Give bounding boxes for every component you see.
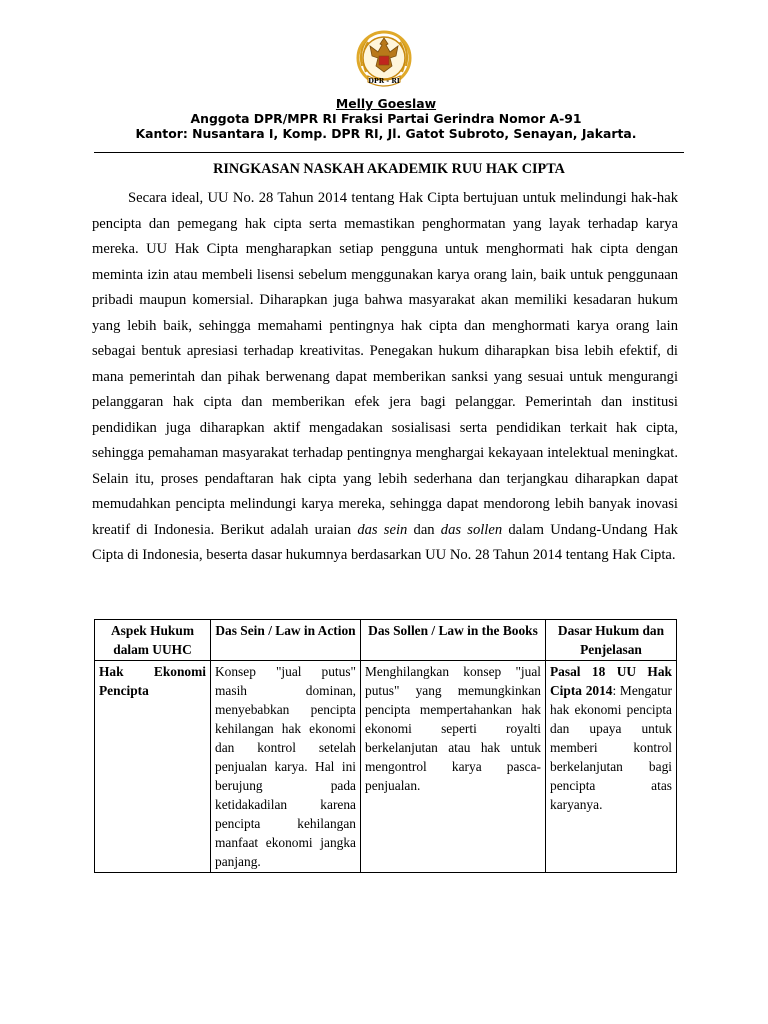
dpr-ri-emblem-icon [352,26,416,96]
letterhead [90,96,682,141]
cell-sollen: Menghilangkan konsep "jual putus" yang memungkinkan pencipta mempertahankan hak ekonomi seperti royalti berkelanjutan atau hak untuk mengontrol karya pasca-penjualan. [361,661,546,873]
cell-sein: Konsep "jual putus" masih dominan, menyebabkan pencipta kehilangan hak ekonomi dan kontrol setelah penjualan karya. Hal ini berujung pada ketidakadilan karena pencipta kehilangan manfaat ekonomi jangka panjang. [211,661,361,873]
table-row [95,661,677,873]
cell-basis [546,661,677,873]
logo-text: DPR - RI [368,77,400,85]
header-dasar-hukum: Dasar Hukum dan Penjelasan [546,620,677,661]
term-das-sollen: das sollen [440,521,503,538]
header-das-sollen: Das Sollen / Law in the Books [361,620,546,661]
term-das-sein: das sein [357,521,408,538]
paragraph-text-2: dalam Undang-Undang Hak Cipta di Indonesia, beserta dasar hukumnya berdasarkan UU No. 28 Tahun 2014 tentang Hak Cipta. [92,521,678,563]
basis-reference: Pasal 18 UU Hak Cipta 2014 [550,664,672,698]
conjunction: dan [413,521,435,538]
member-name: Melly Goeslaw [335,96,437,111]
basis-explanation: : Mengatur hak ekonomi pencipta dan upaya untuk memberi kontrol berkelanjutan bagi pencipta atas karyanya. [550,683,672,812]
cell-aspect: Hak Ekonomi Pencipta [95,661,211,873]
member-position: Anggota DPR/MPR RI Fraksi Partai Gerindra Nomor A-91 [190,111,582,126]
table-header-row [95,620,677,661]
body-paragraph [92,186,678,569]
header-das-sein: Das Sein / Law in Action [211,620,361,661]
analysis-table [94,619,677,873]
header-divider [94,152,684,153]
document-title: RINGKASAN NASKAH AKADEMIK RUU HAK CIPTA [213,161,565,177]
office-address: Kantor: Nusantara I, Komp. DPR RI, Jl. Gatot Subroto, Senayan, Jakarta. [135,126,637,141]
header-aspek-hukum: Aspek Hukum dalam UUHC [95,620,211,661]
paragraph-text-1: Secara ideal, UU No. 28 Tahun 2014 tentang Hak Cipta bertujuan untuk melindungi hak-hak pencipta dan pemegang hak cipta serta memastikan penghormatan yang layak terhadap karya mereka. UU Hak Cipta mengharapkan setiap pengguna untuk menghormati hak cipta dengan meminta izin atau membeli lisensi sebelum menggunakan karya orang lain, baik untuk penggunaan pribadi maupun komersial. Diharapkan juga bahwa masyarakat akan memiliki kesadaran hukum yang lebih baik, sehingga memahami pentingnya hak cipta dan menghormati karya orang lain sebagai bentuk apresiasi terhadap kreativitas. Penegakan hukum diharapkan bisa lebih efektif, di mana pemerintah dan pihak berwenang dapat memberikan sanksi yang sesuai untuk mengurangi pelanggaran hak cipta dan memberikan efek jera bagi pelanggar. Pemerintah dan institusi pendidikan juga diharapkan aktif mengadakan sosialisasi serta pendidikan terkait hak cipta, sehingga pemahaman masyarakat terhadap pentingnya menghargai kekayaan intelektual meningkat. Selain itu, proses pendaftaran hak cipta yang lebih sederhana dan terjangkau diharapkan dapat memudahkan pencipta melindungi karya mereka, sehingga dapat mendorong lebih banyak inovasi kreatif di Indonesia. Berikut adalah uraian [92,190,678,538]
